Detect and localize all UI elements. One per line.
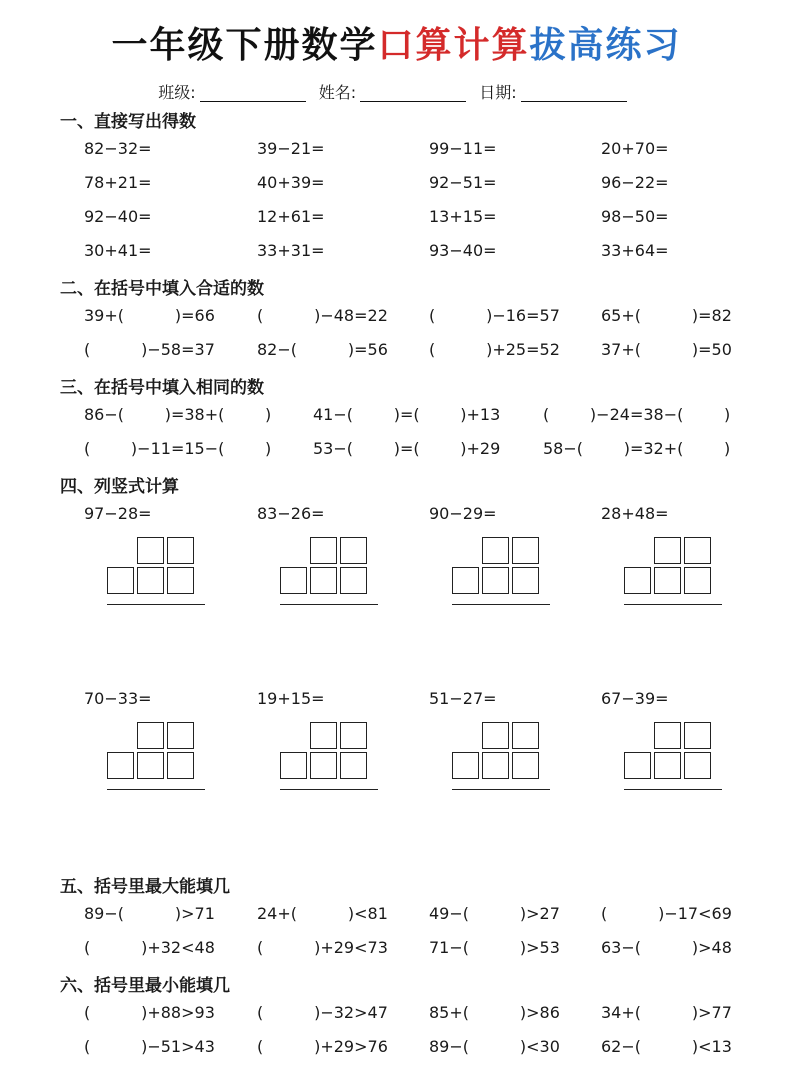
- problem-s2-r2-c3: ( )+25=52: [429, 340, 560, 359]
- problem-s6-r1-c1: ( )+88>93: [84, 1003, 215, 1022]
- vertical-calc-area[interactable]: [280, 722, 380, 794]
- problem-s1-r4-c4: 33+64=: [601, 241, 669, 260]
- problem-s4-r1-c2: 83−26=: [257, 504, 325, 523]
- problem-s1-r3-c1: 92−40=: [84, 207, 152, 226]
- answer-box[interactable]: [107, 567, 134, 594]
- problem-s1-r4-c1: 30+41=: [84, 241, 152, 260]
- class-blank[interactable]: [200, 100, 306, 102]
- answer-box[interactable]: [684, 752, 711, 779]
- answer-box[interactable]: [310, 722, 337, 749]
- calc-divider-line: [107, 789, 205, 790]
- section-3-title: 三、在括号中填入相同的数: [60, 378, 264, 398]
- problem-s3-r1-c2: 41−( )=( )+13: [313, 405, 501, 424]
- vertical-calc-area[interactable]: [107, 722, 207, 794]
- answer-box[interactable]: [624, 567, 651, 594]
- answer-box[interactable]: [167, 752, 194, 779]
- problem-s4-r2-c1: 70−33=: [84, 689, 152, 708]
- problem-s1-r2-c3: 92−51=: [429, 173, 497, 192]
- problem-s4-r1-c4: 28+48=: [601, 504, 669, 523]
- student-info-line: [0, 82, 793, 104]
- problem-s1-r2-c4: 96−22=: [601, 173, 669, 192]
- problem-s6-r2-c2: ( )+29>76: [257, 1037, 388, 1056]
- vertical-calc-area[interactable]: [452, 537, 552, 609]
- vertical-calc-area[interactable]: [107, 537, 207, 609]
- problem-s6-r2-c3: 89−( )<30: [429, 1037, 560, 1056]
- calc-divider-line: [280, 789, 378, 790]
- calc-divider-line: [624, 789, 722, 790]
- answer-box[interactable]: [512, 752, 539, 779]
- answer-box[interactable]: [654, 752, 681, 779]
- calc-divider-line: [280, 604, 378, 605]
- answer-box[interactable]: [482, 722, 509, 749]
- problem-s2-r2-c4: 37+( )=50: [601, 340, 732, 359]
- answer-box[interactable]: [310, 752, 337, 779]
- answer-box[interactable]: [512, 567, 539, 594]
- answer-box[interactable]: [280, 567, 307, 594]
- answer-box[interactable]: [310, 567, 337, 594]
- section-5-title: 五、括号里最大能填几: [60, 877, 230, 897]
- answer-box[interactable]: [512, 722, 539, 749]
- problem-s5-r2-c4: 63−( )>48: [601, 938, 732, 957]
- problem-s3-r2-c2: 53−( )=( )+29: [313, 439, 501, 458]
- answer-box[interactable]: [137, 722, 164, 749]
- section-2-title: 二、在括号中填入合适的数: [60, 279, 264, 299]
- problem-s4-r1-c3: 90−29=: [429, 504, 497, 523]
- answer-box[interactable]: [684, 537, 711, 564]
- problem-s5-r2-c2: ( )+29<73: [257, 938, 388, 957]
- problem-s1-r4-c3: 93−40=: [429, 241, 497, 260]
- class-label: 班级:: [158, 83, 196, 102]
- problem-s1-r2-c2: 40+39=: [257, 173, 325, 192]
- answer-box[interactable]: [482, 567, 509, 594]
- answer-box[interactable]: [137, 752, 164, 779]
- answer-box[interactable]: [340, 722, 367, 749]
- date-blank[interactable]: [521, 100, 627, 102]
- problem-s2-r1-c4: 65+( )=82: [601, 306, 732, 325]
- problem-s1-r1-c4: 20+70=: [601, 139, 669, 158]
- problem-s1-r4-c2: 33+31=: [257, 241, 325, 260]
- answer-box[interactable]: [654, 567, 681, 594]
- answer-box[interactable]: [340, 752, 367, 779]
- answer-box[interactable]: [167, 722, 194, 749]
- problem-s4-r1-c1: 97−28=: [84, 504, 152, 523]
- name-label: 姓名:: [318, 83, 357, 102]
- problem-s1-r1-c3: 99−11=: [429, 139, 497, 158]
- problem-s2-r2-c2: 82−( )=56: [257, 340, 388, 359]
- problem-s1-r2-c1: 78+21=: [84, 173, 152, 192]
- calc-divider-line: [452, 604, 550, 605]
- problem-s5-r1-c2: 24+( )<81: [257, 904, 388, 923]
- problem-s6-r2-c4: 62−( )<13: [601, 1037, 732, 1056]
- worksheet-title: [0, 22, 793, 70]
- problem-s4-r2-c2: 19+15=: [257, 689, 325, 708]
- problem-s1-r3-c2: 12+61=: [257, 207, 325, 226]
- problem-s2-r1-c3: ( )−16=57: [429, 306, 560, 325]
- problem-s5-r1-c3: 49−( )>27: [429, 904, 560, 923]
- vertical-calc-area[interactable]: [452, 722, 552, 794]
- problem-s5-r2-c1: ( )+32<48: [84, 938, 215, 957]
- vertical-calc-area[interactable]: [624, 537, 724, 609]
- name-blank[interactable]: [360, 100, 466, 102]
- section-4-title: 四、列竖式计算: [60, 477, 179, 497]
- answer-box[interactable]: [452, 567, 479, 594]
- answer-box[interactable]: [512, 537, 539, 564]
- problem-s6-r1-c2: ( )−32>47: [257, 1003, 388, 1022]
- problem-s1-r3-c4: 98−50=: [601, 207, 669, 226]
- problem-s6-r1-c3: 85+( )>86: [429, 1003, 560, 1022]
- answer-box[interactable]: [482, 752, 509, 779]
- calc-divider-line: [624, 604, 722, 605]
- problem-s1-r1-c2: 39−21=: [257, 139, 325, 158]
- problem-s5-r1-c1: 89−( )>71: [84, 904, 215, 923]
- problem-s5-r2-c3: 71−( )>53: [429, 938, 560, 957]
- date-label: 日期:: [479, 83, 517, 102]
- vertical-calc-area[interactable]: [280, 537, 380, 609]
- problem-s3-r1-c3: ( )−24=38−( ): [543, 405, 731, 424]
- answer-box[interactable]: [340, 537, 367, 564]
- title-part-advanced: 拔高练习: [529, 25, 682, 66]
- calc-divider-line: [452, 789, 550, 790]
- answer-box[interactable]: [107, 752, 134, 779]
- problem-s2-r2-c1: ( )−58=37: [84, 340, 215, 359]
- answer-box[interactable]: [310, 537, 337, 564]
- problem-s1-r1-c1: 82−32=: [84, 139, 152, 158]
- problem-s6-r2-c1: ( )−51>43: [84, 1037, 215, 1056]
- answer-box[interactable]: [167, 567, 194, 594]
- problem-s3-r1-c1: 86−( )=38+( ): [84, 405, 272, 424]
- problem-s2-r1-c2: ( )−48=22: [257, 306, 388, 325]
- section-1-title: 一、直接写出得数: [60, 112, 196, 132]
- answer-box[interactable]: [137, 537, 164, 564]
- answer-box[interactable]: [482, 537, 509, 564]
- problem-s5-r1-c4: ( )−17<69: [601, 904, 732, 923]
- answer-box[interactable]: [137, 567, 164, 594]
- answer-box[interactable]: [624, 752, 651, 779]
- problem-s6-r1-c4: 34+( )>77: [601, 1003, 732, 1022]
- title-part-oral: 口算计算: [377, 25, 530, 66]
- title-part-grade: 一年级下册数学: [111, 25, 378, 66]
- problem-s2-r1-c1: 39+( )=66: [84, 306, 215, 325]
- section-6-title: 六、括号里最小能填几: [60, 976, 230, 996]
- calc-divider-line: [107, 604, 205, 605]
- answer-box[interactable]: [340, 567, 367, 594]
- vertical-calc-area[interactable]: [624, 722, 724, 794]
- answer-box[interactable]: [654, 537, 681, 564]
- answer-box[interactable]: [452, 752, 479, 779]
- answer-box[interactable]: [684, 722, 711, 749]
- answer-box[interactable]: [167, 537, 194, 564]
- answer-box[interactable]: [684, 567, 711, 594]
- answer-box[interactable]: [280, 752, 307, 779]
- problem-s4-r2-c3: 51−27=: [429, 689, 497, 708]
- problem-s3-r2-c1: ( )−11=15−( ): [84, 439, 272, 458]
- answer-box[interactable]: [654, 722, 681, 749]
- problem-s1-r3-c3: 13+15=: [429, 207, 497, 226]
- problem-s3-r2-c3: 58−( )=32+( ): [543, 439, 731, 458]
- problem-s4-r2-c4: 67−39=: [601, 689, 669, 708]
